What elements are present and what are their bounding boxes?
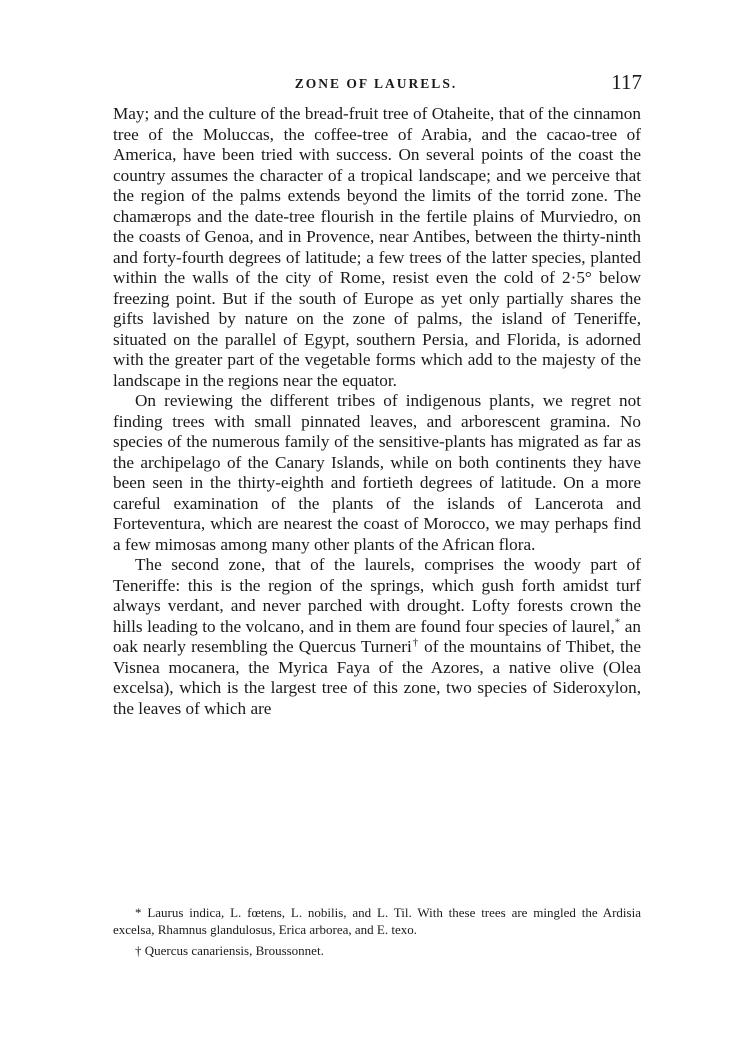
footnote-2-mark: † (135, 943, 142, 958)
paragraph-3-part-a: The second zone, that of the laurels, comprises the woody part of Teneriffe: this is the region of the springs, which gush forth amidst turf always verdant, and never parched with drought. Lofty forests crown the hills leading to the volcano, and in them are found four species of laurel, (113, 555, 641, 636)
footnote-1-mark: * (135, 905, 142, 920)
paragraph-2: On reviewing the different tribes of indigenous plants, we regret not finding trees with small pinnated leaves, and arborescent gramina. No species of the numerous family of the sensitive-plants has migrated as far as the archipelago of the Canary Islands, while on both continents they have been seen in the thirty-eighth and fortieth degrees of latitude. On a more careful examination of the plants of the islands of Lancerota and Forteventura, which are nearest the coast of Morocco, we may perhaps find a few mimosas among many other plants of the African flora. (113, 391, 641, 554)
footnote-2 (113, 942, 641, 959)
footnote-ref-2: † (411, 636, 419, 649)
paragraph-3-part-b: an oak nearly resembling the Quercus Turneri (113, 616, 641, 656)
page-number: 117 (611, 70, 642, 94)
footnote-ref-1: * (614, 615, 621, 628)
running-head: ZONE OF LAURELS. (294, 76, 458, 91)
paragraph-1: May; and the culture of the bread-fruit tree of Otaheite, that of the cinnamon tree of the Moluccas, the coffee-tree of Arabia, and the cacao-tree of America, have been tried with success. On several points of the coast the country assumes the character of a tropical landscape; and we perceive that the region of the palms extends beyond the limits of the torrid zone. The chamærops and the date-tree flourish in the fertile plains of Murviedro, on the coasts of Genoa, and in Provence, near Antibes, between the thirty-ninth and forty-fourth degrees of latitude; a few trees of the latter species, planted within the walls of the city of Rome, resist even the cold of 2·5° below freezing point. But if the south of Europe as yet only partially shares the gifts lavished by nature on the zone of palms, the island of Teneriffe, situated on the parallel of Egypt, southern Persia, and Florida, is adorned with the greater part of the vegetable forms which add to the majesty of the landscape in the regions near the equator. (113, 104, 641, 390)
page-header (110, 70, 642, 100)
footnote-1-text: Laurus indica, L. fœtens, L. nobilis, and L. Til. With these trees are mingled the Ardisia excelsa, Rhamnus glandulosus, Erica arborea, and E. texo. (113, 905, 641, 937)
footnotes (113, 904, 641, 963)
footnote-1 (113, 904, 641, 938)
body-text (113, 104, 641, 719)
footnote-2-text: Quercus canariensis, Broussonnet. (141, 943, 324, 958)
paragraph-3 (113, 555, 641, 719)
paragraph-3-part-c: of the mountains of Thibet, the Visnea mocanera, the Myrica Faya of the Azores, a native olive (Olea excelsa), which is the largest tree of this zone, two species of Sideroxylon, the leaves of which are (113, 637, 642, 718)
